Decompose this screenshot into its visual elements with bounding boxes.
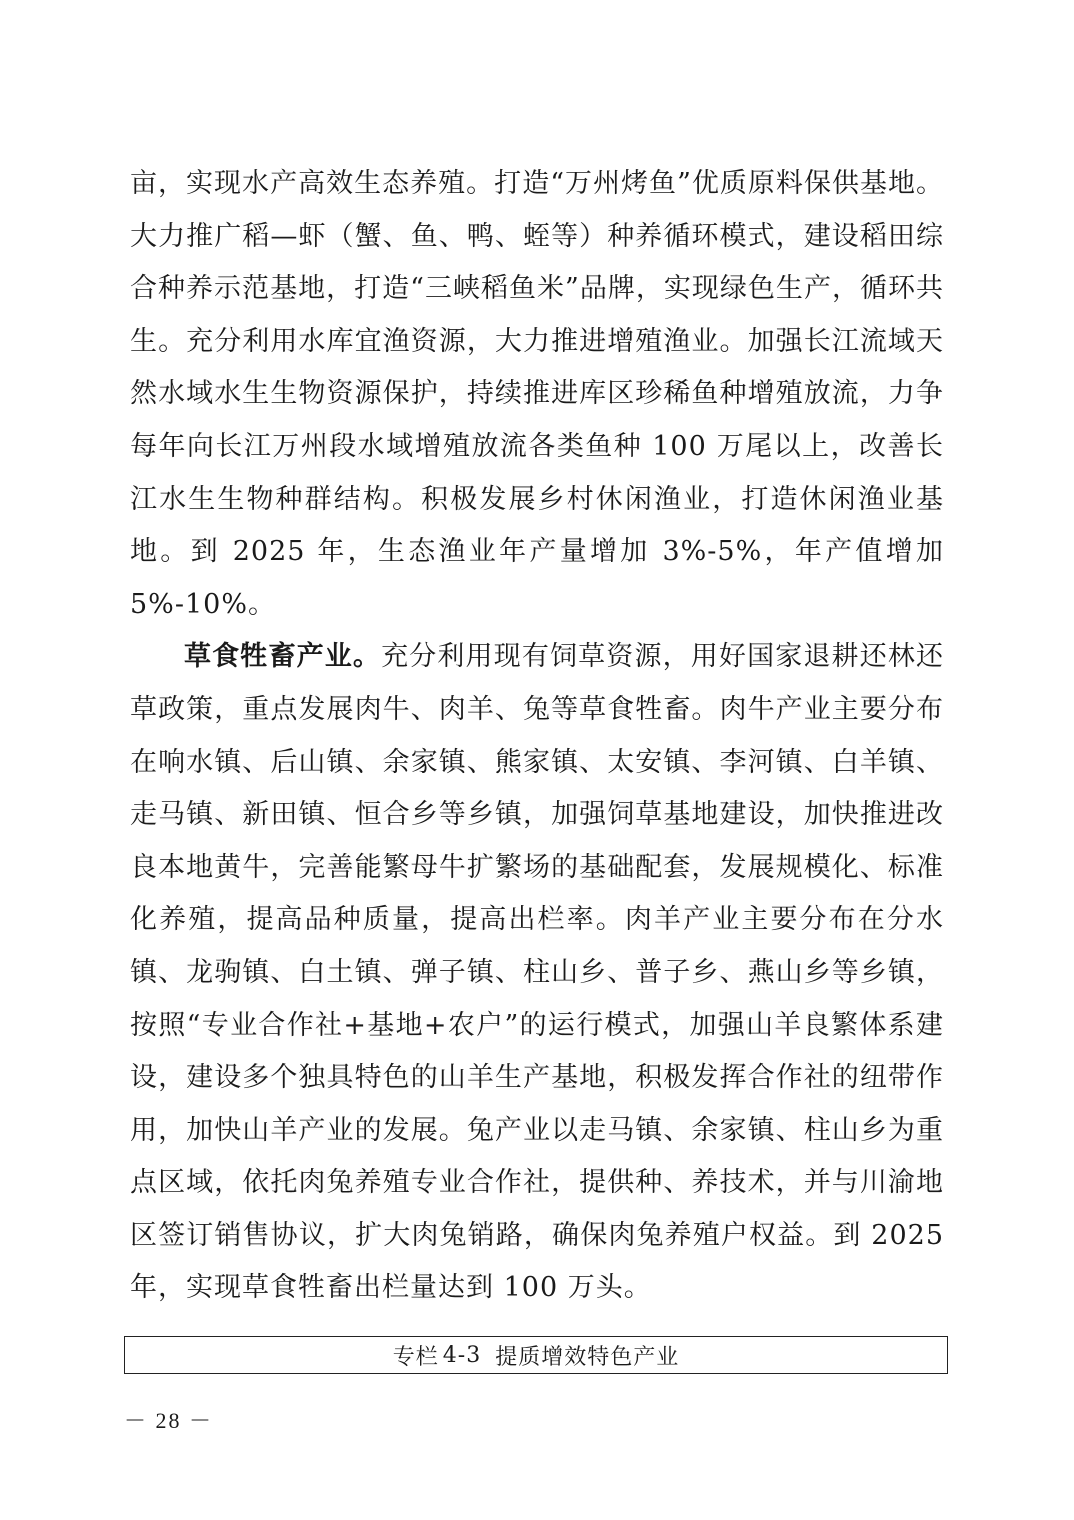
column-title: 提质增效特色产业	[495, 1344, 680, 1370]
paragraph-herbivore-text: 充分利用现有饲草资源，用好国家退耕还林还草政策，重点发展肉牛、肉羊、兔等草食牲畜。肉牛产业主要分布在响水镇、后山镇、余家镇、熊家镇、太安镇、李河镇、白羊镇、走马镇、新田镇、恒合乡等乡镇，加强饲草基地建设，加快推进改良本地黄牛，完善能繁母牛扩繁场的基础配套，发展规模化、标准化养殖，提高品种质量，提高出栏率。肉羊产业主要分布在分水镇、龙驹镇、白土镇、弹子镇、柱山乡、普子乡、燕山乡等乡镇，按照“专业合作社+基地+农户”的运行模式，加强山羊良繁体系建设，建设多个独具特色的山羊生产基地，积极发挥合作社的纽带作用，加快山羊产业的发展。兔产业以走马镇、余家镇、柱山乡为重点区域，依托肉兔养殖专业合作社，提供种、养技术，并与川渝地区签订销售协议，扩大肉兔销路，确保肉兔养殖户权益。到 2025 年，实现草食牲畜出栏量达到 100 万头。	[130, 641, 945, 1304]
document-body	[130, 158, 944, 1315]
column-title-box	[124, 1336, 948, 1374]
column-prefix: 专栏	[392, 1344, 439, 1370]
page-number: － 28 －	[124, 1408, 214, 1433]
paragraph-fishery	[130, 158, 944, 631]
paragraph-herbivore-livestock	[130, 631, 944, 1315]
paragraph-fishery-text: 亩，实现水产高效生态养殖。打造“万州烤鱼”优质原料保供基地。大力推广稻—虾（蟹、鱼、鸭、蛭等）种养循环模式，建设稻田综合种养示范基地，打造“三峡稻鱼米”品牌，实现绿色生产，循环共生。充分利用水库宜渔资源，大力推进增殖渔业。加强长江流域天然水域水生生物资源保护，持续推进库区珍稀鱼种增殖放流，力争每年向长江万州段水域增殖放流各类鱼种 100 万尾以上，改善长江水生生物种群结构。积极发展乡村休闲渔业，打造休闲渔业基地。到 2025 年，生态渔业年产量增加 3%-5%，年产值增加 5%-10%。	[130, 168, 944, 620]
column-number: 4-3	[442, 1342, 482, 1368]
paragraph-heading: 草食牲畜产业。	[184, 641, 382, 673]
